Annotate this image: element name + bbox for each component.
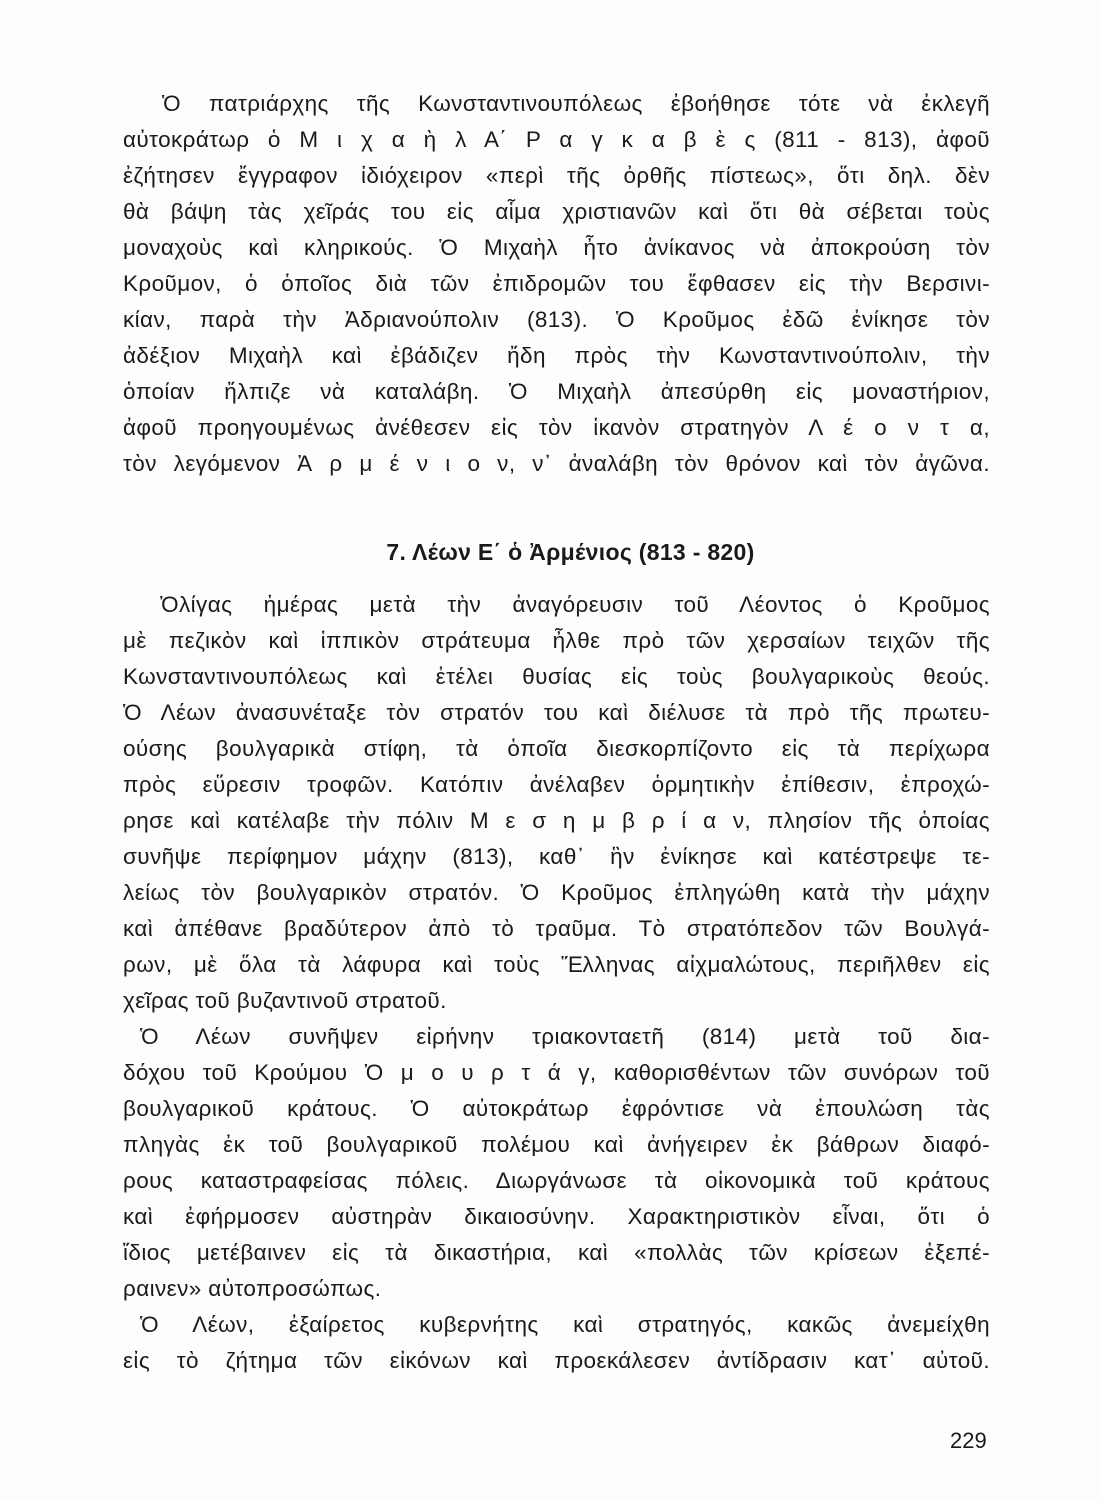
text-line: μοναχοὺς καὶ κληρικούς. Ὁ Μιχαὴλ ἦτο ἀνίκανος νὰ ἀποκρούση τὸν <box>123 235 990 260</box>
text-line: συνῆψε περίφημον μάχην (813), καθ᾿ ἣν ἐνίκησε καὶ κατέστρεψε τε- <box>123 844 990 869</box>
page-number: 229 <box>950 1428 987 1453</box>
text-line: ἴδιος μετέβαινεν εἰς τὰ δικαστήρια, καὶ «πολλὰς τῶν κρίσεων ἐξεπέ- <box>123 1240 990 1265</box>
text-line: κίαν, παρὰ τὴν Ἀδριανούπολιν (813). Ὁ Κροῦμος ἐδῶ ἐνίκησε τὸν <box>123 307 990 332</box>
text-line: Ὁ πατριάρχης τῆς Κωνσταντινουπόλεως ἐβοήθησε τότε νὰ ἐκλεγῆ <box>162 91 990 116</box>
text-line: ρησε καὶ κατέλαβε τὴν πόλιν Μ ε σ η μ β ρ ί α ν, πλησίον τῆς ὁποίας <box>123 808 990 833</box>
text-line: λείως τὸν βουλγαρικὸν στρατόν. Ὁ Κροῦμος ἐπληγώθη κατὰ τὴν μάχην <box>123 880 990 905</box>
text-line: πληγὰς ἐκ τοῦ βουλγαρικοῦ πολέμου καὶ ἀνήγειρεν ἐκ βάθρων διαφό- <box>123 1132 990 1157</box>
text-line: Κωνσταντινουπόλεως καὶ ἐτέλει θυσίας εἰς τοὺς βουλγαρικοὺς θεούς. <box>123 664 990 689</box>
text-line: τὸν λεγόμενον Ἀ ρ μ έ ν ι ο ν, ν᾿ ἀναλάβη τὸν θρόνον καὶ τὸν ἀγῶνα. <box>123 451 990 476</box>
text-line: εἰς τὸ ζήτημα τῶν εἰκόνων καὶ προεκάλεσεν ἀντίδρασιν κατ᾿ αὐτοῦ. <box>123 1348 990 1373</box>
text-line: μὲ πεζικὸν καὶ ἱππικὸν στράτευμα ἦλθε πρὸ τῶν χερσαίων τειχῶν τῆς <box>123 628 990 653</box>
section-heading: 7. Λέων Ε΄ ὁ Ἀρμένιος (813 - 820) <box>386 539 755 565</box>
text-line: χεῖρας τοῦ βυζαντινοῦ στρατοῦ. <box>123 988 447 1013</box>
text-line: βουλγαρικοῦ κράτους. Ὁ αὐτοκράτωρ ἐφρόντισε νὰ ἐπουλώση τὰς <box>123 1096 990 1121</box>
text-line: δόχου τοῦ Κρούμου Ὀ μ ο υ ρ τ ά γ, καθορισθέντων τῶν συνόρων τοῦ <box>123 1060 990 1085</box>
text-line: καὶ ἐφήρμοσεν αὐστηρὰν δικαιοσύνην. Χαρακτηριστικὸν εἶναι, ὅτι ὁ <box>123 1204 990 1229</box>
text-line: Ὁ Λέων συνῆψεν εἰρήνην τριακονταετῆ (814) μετὰ τοῦ δια- <box>140 1024 990 1049</box>
text-line: Κροῦμον, ὁ ὁποῖος διὰ τῶν ἐπιδρομῶν του ἔφθασεν εἰς τὴν Βερσινι- <box>123 271 990 296</box>
text-line: αὐτοκράτωρ ὁ Μ ι χ α ὴ λ Α΄ Ρ α γ κ α β ὲ ς (811 - 813), ἀφοῦ <box>123 127 990 152</box>
text-line: ἀδέξιον Μιχαὴλ καὶ ἐβάδιζεν ἤδη πρὸς τὴν Κωνσταντινούπολιν, τὴν <box>123 343 990 368</box>
text-line: Ὁ Λέων, ἐξαίρετος κυβερνήτης καὶ στρατηγός, κακῶς ἀνεμείχθη <box>140 1312 990 1337</box>
text-line: πρὸς εὕρεσιν τροφῶν. Κατόπιν ἀνέλαβεν ὁρμητικὴν ἐπίθεσιν, ἐπροχώ- <box>123 772 990 797</box>
text-line: Ὀλίγας ἡμέρας μετὰ τὴν ἀναγόρευσιν τοῦ Λέοντος ὁ Κροῦμος <box>160 592 990 617</box>
text-line: ρους καταστραφείσας πόλεις. Διωργάνωσε τὰ οἰκονομικὰ τοῦ κράτους <box>123 1168 990 1193</box>
text-line: θὰ βάψη τὰς χεῖράς του εἰς αἷμα χριστιανῶν καὶ ὅτι θὰ σέβεται τοὺς <box>123 199 990 224</box>
text-line: ἀφοῦ προηγουμένως ἀνέθεσεν εἰς τὸν ἱκανὸν στρατηγὸν Λ έ ο ν τ α, <box>123 415 990 440</box>
text-line: ἐζήτησεν ἔγγραφον ἰδιόχειρον «περὶ τῆς ὀρθῆς πίστεως», ὅτι δηλ. δὲν <box>123 163 990 188</box>
text-line: ραινεν» αὐτοπροσώπως. <box>123 1276 382 1301</box>
text-line: Ὁ Λέων ἀνασυνέταξε τὸν στρατόν του καὶ διέλυσε τὰ πρὸ τῆς πρωτευ- <box>123 700 990 725</box>
text-line: καὶ ἀπέθανε βραδύτερον ἀπὸ τὸ τραῦμα. Τὸ στρατόπεδον τῶν Βουλγά- <box>123 916 990 941</box>
text-line: ρων, μὲ ὅλα τὰ λάφυρα καὶ τοὺς Ἕλληνας αἰχμαλώτους, περιῆλθεν εἰς <box>123 952 990 977</box>
text-line: ούσης βουλγαρικὰ στίφη, τὰ ὁποῖα διεσκορπίζοντο εἰς τὰ περίχωρα <box>123 736 990 761</box>
text-line: ὁποίαν ἤλπιζε νὰ καταλάβη. Ὁ Μιχαὴλ ἀπεσύρθη εἰς μοναστήριον, <box>123 379 990 404</box>
